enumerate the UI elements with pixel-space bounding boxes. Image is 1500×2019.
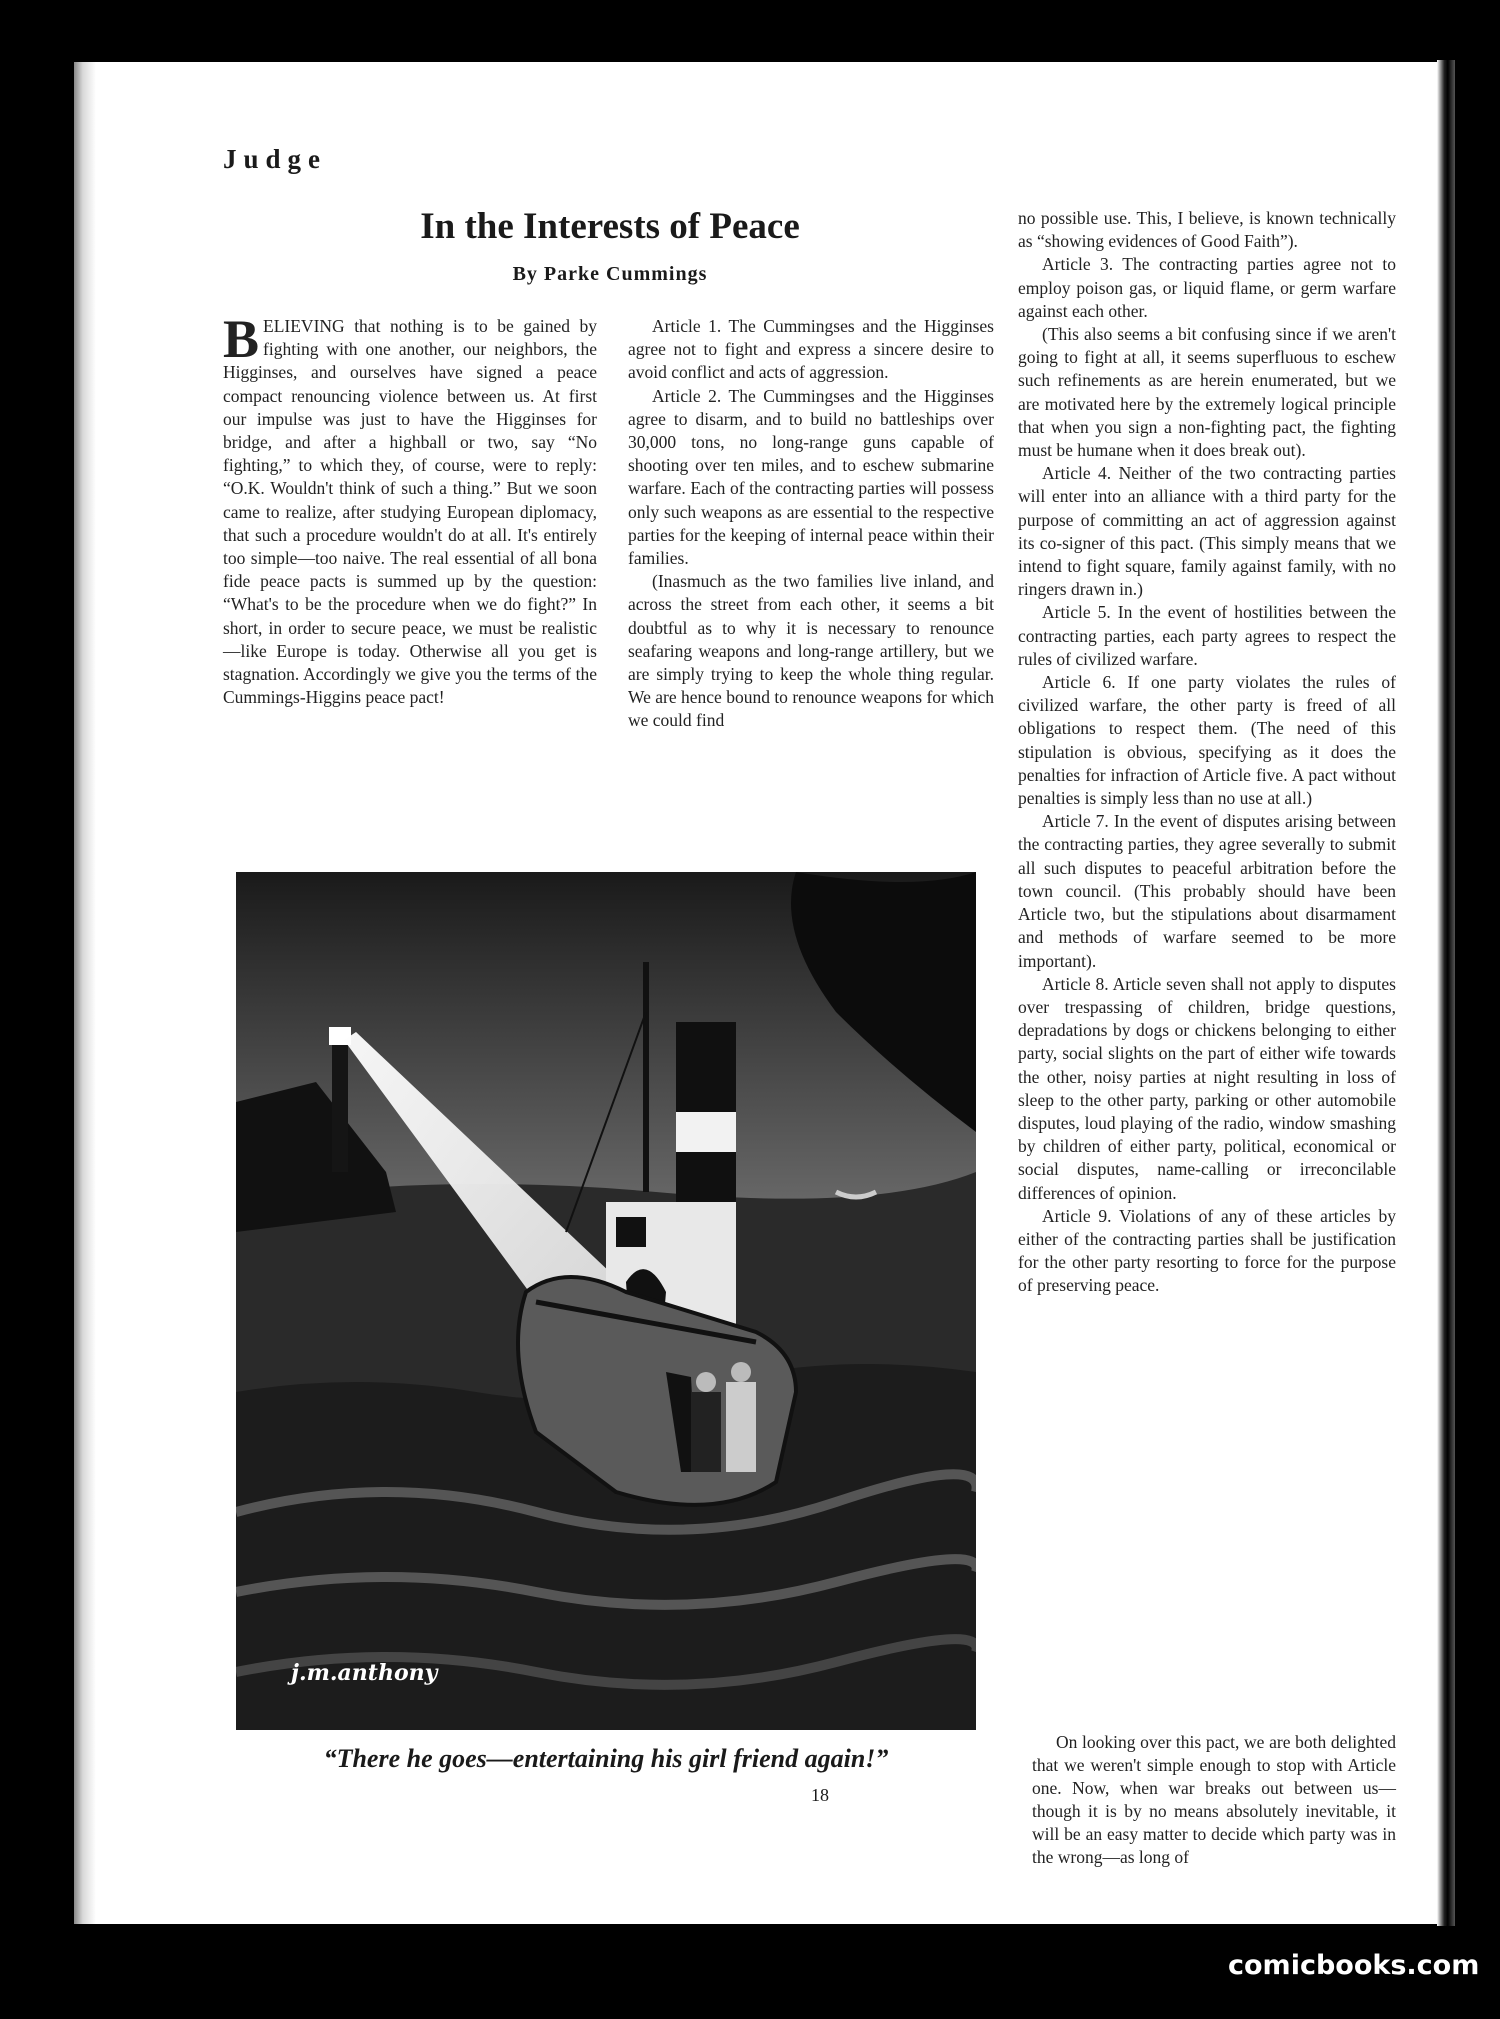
article-9-paragraph: Article 9. Violations of any of these articles by either of the contracting parties shall be justification for the other party resorting to force for the purpose of preserving peace. [1018,1205,1396,1296]
intro-paragraph [223,309,597,709]
inland-paragraph: (Inasmuch as the two families live inland, and across the street from each other, it seems a bit doubtful as to why it is necessary to renounce seafaring weapons and long-range artillery, but we are simply trying to keep the whole thing regular. We are hence bound to renounce weapons for which we could find [628,571,994,731]
illustration-caption: “There he goes—entertaining his girl friend again!” [323,1744,889,1773]
article-7-paragraph: Article 7. In the event of disputes arising between the contracting parties, they agree severally to submit all such disputes to peaceful arbitration before the town council. (This probably should have been Article two, but the stipulations about disarmament and methods of warfare seemed to be more important). [1018,811,1396,971]
good-faith-paragraph: no possible use. This, I believe, is known technically as “showing evidences of Good Faith”). [1018,208,1396,252]
article-column-3 [1018,207,1396,1298]
article-title: In the Interests of Peace [420,206,800,247]
article-2-paragraph: Article 2. The Cummingses and the Higginses agree to disarm, and to build no battleships over 30,000 tons, no long-range guns capable of shooting over ten miles, and to eschew submarine warfare. Each of the contracting parties will possess only such weapons as are essential to the respective parties for the keeping of internal peace within their families. [628,385,994,569]
article-6-paragraph: Article 6. If one party violates the rules of civilized warfare, the other party is freed of all obligations to respect them. (The need of this stipulation is obvious, specifying as it does the penalties for infraction of Article five. A pact without penalties is simply less than no use at all.) [1018,672,1396,809]
page-right-edge [1437,60,1455,1926]
article-8-paragraph: Article 8. Article seven shall not apply to disputes over trespassing of children, bridge questions, depradations by dogs or chickens belonging to either party, social slights on the part of either wife towards the other, noisy parties at night resulting in loss of sleep to the other party, parking or other automobile disputes, loud playing of the radio, window smashing by children of either party, political, economical or social disputes, name-calling or irreconcilable differences of opinion. [1018,973,1396,1203]
intro-text: ELIEVING that nothing is to be gained by fighting with one another, our neighbors, the Higginses, and ourselves have signed a peace compact renouncing violence between us. At first our impulse was just to have the Higginses for bridge, and after a highball or two, say “No fighting,” to which they, of course, were to reply: “O.K. Wouldn't think of such a thing.” But we soon came to realize, after studying European diplomacy, that such a procedure wouldn't do at all. It's entirely too simple—too naive. The real essential of all bona fide peace pacts is summed up by the question: “What's to be the procedure when we do fight?” In short, in order to secure peace, we must be realistic—like Europe is today. Otherwise all you get is stagnation. Accordingly we give you the terms of the Cummings-Higgins peace pact! [223,316,597,708]
site-watermark: comicbooks.com [1228,1950,1480,1981]
magazine-name: Judge [223,144,328,174]
article-3-paragraph: Article 3. The contracting parties agree not to employ poison gas, or liquid flame, or germ warfare against each other. [1018,254,1396,321]
closing-paragraph: On looking over this pact, we are both delighted that we weren't simple enough to stop with Article one. Now, when war breaks out between us—though it is by no means absolutely inevitable, it will be an easy matter to decide which party was in the wrong—as long of [1032,1732,1396,1867]
tugboat-scene [236,872,976,1730]
confusing-paragraph: (This also seems a bit confusing since if we aren't going to fight at all, it seems superfluous to eschew such refinements as are herein enumerated, but we are motivated here by the extremely logical principle that when you sign a non-fighting pact, the fighting must be humane when it does break out). [1018,324,1396,461]
artist-signature: j.m.anthony [291,1660,438,1686]
page-number: 18 [811,1785,829,1805]
drop-cap: B [223,309,260,369]
article-column-2 [628,315,994,733]
article-1-paragraph: Article 1. The Cummingses and the Higginses agree not to fight and express a sincere desire to avoid conflict and acts of aggression. [628,316,994,383]
article-column-1 [223,309,597,709]
cartoon-illustration [236,872,976,1730]
page-gutter-shadow [74,62,96,1924]
closing-paragraph-block [1032,1731,1396,1869]
article-4-paragraph: Article 4. Neither of the two contracting parties will enter into an alliance with a third party for the purpose of committing an act of aggression against its co-signer of this pact. (This simply means that we intend to fight square, family against family, with no ringers drawn in.) [1018,463,1396,600]
article-byline: By Parke Cummings [512,263,708,285]
article-5-paragraph: Article 5. In the event of hostilities between the contracting parties, each party agrees to respect the rules of civilized warfare. [1018,602,1396,669]
